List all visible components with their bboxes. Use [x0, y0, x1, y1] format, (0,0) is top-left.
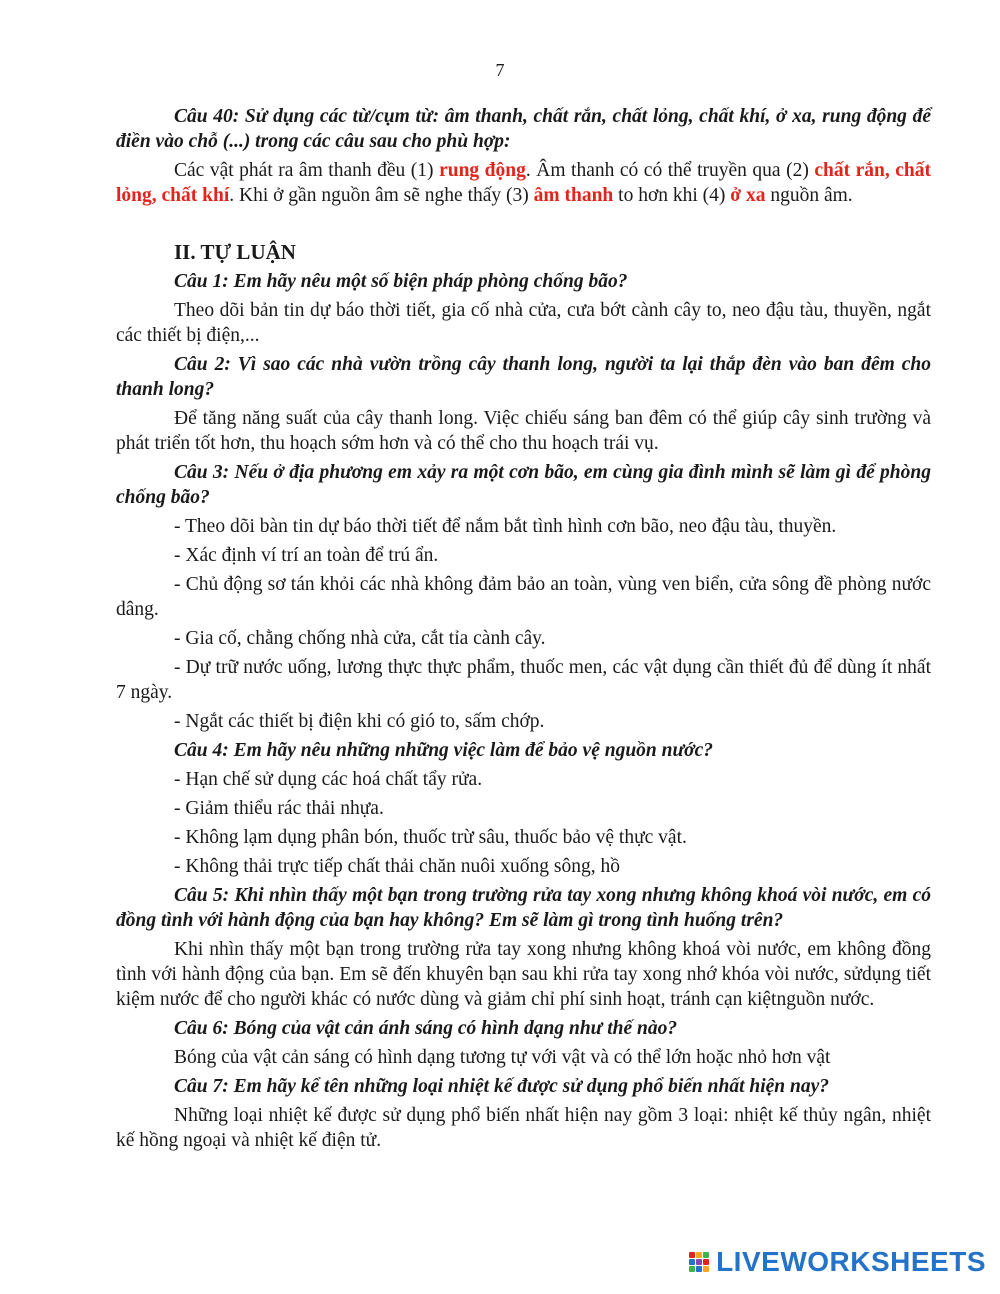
question-4: Câu 4: Em hãy nêu những những việc làm để bảo vệ nguồn nước? [174, 740, 714, 761]
liveworksheets-logo[interactable] [688, 1246, 986, 1278]
question-5: Câu 5: Khi nhìn thấy một bạn trong trường rửa tay xong nhưng không khoá vòi nước, em có đồng tình với hành động của bạn hay không? Em sẽ làm gì trong tình huống trên? [116, 885, 931, 931]
answer-40-fill-3[interactable]: âm thanh [533, 185, 614, 206]
worksheet-content [116, 104, 931, 1157]
answer-40-fill-1[interactable]: rung động [439, 160, 526, 181]
answer-1: Theo dõi bản tin dự báo thời tiết, gia cố nhà cửa, cưa bớt cành cây to, neo đậu tàu, thuyền, ngắt các thiết bị điện,... [116, 300, 931, 346]
answer-3-item: - Chủ động sơ tán khỏi các nhà không đảm bảo an toàn, vùng ven biển, cửa sông đề phòng nước dâng. [116, 574, 931, 620]
answer-40-text-4: to hơn khi (4) [613, 185, 731, 206]
question-6: Câu 6: Bóng của vật cản ánh sáng có hình dạng như thế nào? [174, 1018, 678, 1039]
answer-40 [116, 158, 931, 208]
answer-4-item: - Không thải trực tiếp chất thải chăn nuôi xuống sông, hồ [174, 856, 620, 877]
section-title: II. TỰ LUẬN [174, 240, 296, 264]
answer-3-item: - Dự trữ nước uống, lương thực thực phẩm, thuốc men, các vật dụng cần thiết đủ để dùng ít nhất 7 ngày. [116, 657, 931, 703]
answer-40-text-5: nguồn âm. [765, 185, 853, 206]
answer-3-item: - Theo dõi bàn tin dự báo thời tiết để nắm bắt tình hình cơn bão, neo đậu tàu, thuyền. [174, 516, 837, 537]
answer-7: Những loại nhiệt kế được sử dụng phổ biến nhất hiện nay gồm 3 loại: nhiệt kế thủy ngân, nhiệt kế hồng ngoại và nhiệt kế điện tử. [116, 1105, 931, 1151]
logo-text: LIVEWORKSHEETS [716, 1246, 986, 1277]
question-3: Câu 3: Nếu ở địa phương em xảy ra một cơn bão, em cùng gia đình mình sẽ làm gì để phòng chống bão? [116, 462, 931, 508]
question-2: Câu 2: Vì sao các nhà vườn trồng cây thanh long, người ta lại thắp đèn vào ban đêm cho thanh long? [116, 354, 931, 400]
answer-40-fill-4[interactable]: ở xa [730, 185, 766, 206]
answer-5: Khi nhìn thấy một bạn trong trường rửa tay xong nhưng không khoá vòi nước, em không đồng tình với hành động của bạn. Em sẽ đến khuyên bạn sau khi rửa tay xong nhớ khóa vòi nước, sửdụng tiết kiệm nước để cho người khác có nước dùng và giảm chỉ phí sinh hoạt, tránh cạn kiệtnguồn nước. [116, 939, 931, 1010]
question-7: Câu 7: Em hãy kể tên những loại nhiệt kế được sử dụng phổ biến nhất hiện nay? [174, 1076, 830, 1097]
answer-40-fill-2[interactable]: chất rắn, chất lỏng, chất khí [116, 160, 931, 206]
answer-2: Để tăng năng suất của cây thanh long. Việc chiếu sáng ban đêm có thể giúp cây sinh trường và phát triển tốt hơn, thu hoạch sớm hơn và có thể cho thu hoạch trái vụ. [116, 408, 931, 454]
answer-40-text-3: . Khi ở gần nguồn âm sẽ nghe thấy (3) [229, 185, 534, 206]
question-40: Câu 40: Sử dụng các từ/cụm từ: âm thanh, chất rắn, chất lỏng, chất khí, ở xa, rung động để điền vào chỗ (...) trong các câu sau cho phù hợp: [116, 106, 931, 152]
answer-40-text-1: Các vật phát ra âm thanh đều (1) [174, 160, 440, 181]
answer-4-item: - Hạn chế sử dụng các hoá chất tẩy rửa. [174, 769, 483, 790]
answer-4-item: - Không lạm dụng phân bón, thuốc trừ sâu, thuốc bảo vệ thực vật. [174, 827, 687, 848]
answer-6: Bóng của vật cản sáng có hình dạng tương tự với vật và có thể lớn hoặc nhỏ hơn vật [174, 1047, 831, 1068]
answer-3-item: - Gia cố, chằng chống nhà cửa, cắt tỉa cành cây. [174, 628, 546, 649]
answer-4-item: - Giảm thiểu rác thải nhựa. [174, 798, 384, 819]
page-number: 7 [495, 60, 505, 80]
liveworksheets-logo-icon [688, 1251, 710, 1273]
answer-3-item: - Ngắt các thiết bị điện khi có gió to, sấm chớp. [174, 711, 545, 732]
answer-40-text-2: . Âm thanh có có thể truyền qua (2) [525, 160, 815, 181]
answer-3-item: - Xác định ví trí an toàn để trú ẩn. [174, 545, 439, 566]
question-1: Câu 1: Em hãy nêu một số biện pháp phòng chống bão? [174, 271, 628, 292]
